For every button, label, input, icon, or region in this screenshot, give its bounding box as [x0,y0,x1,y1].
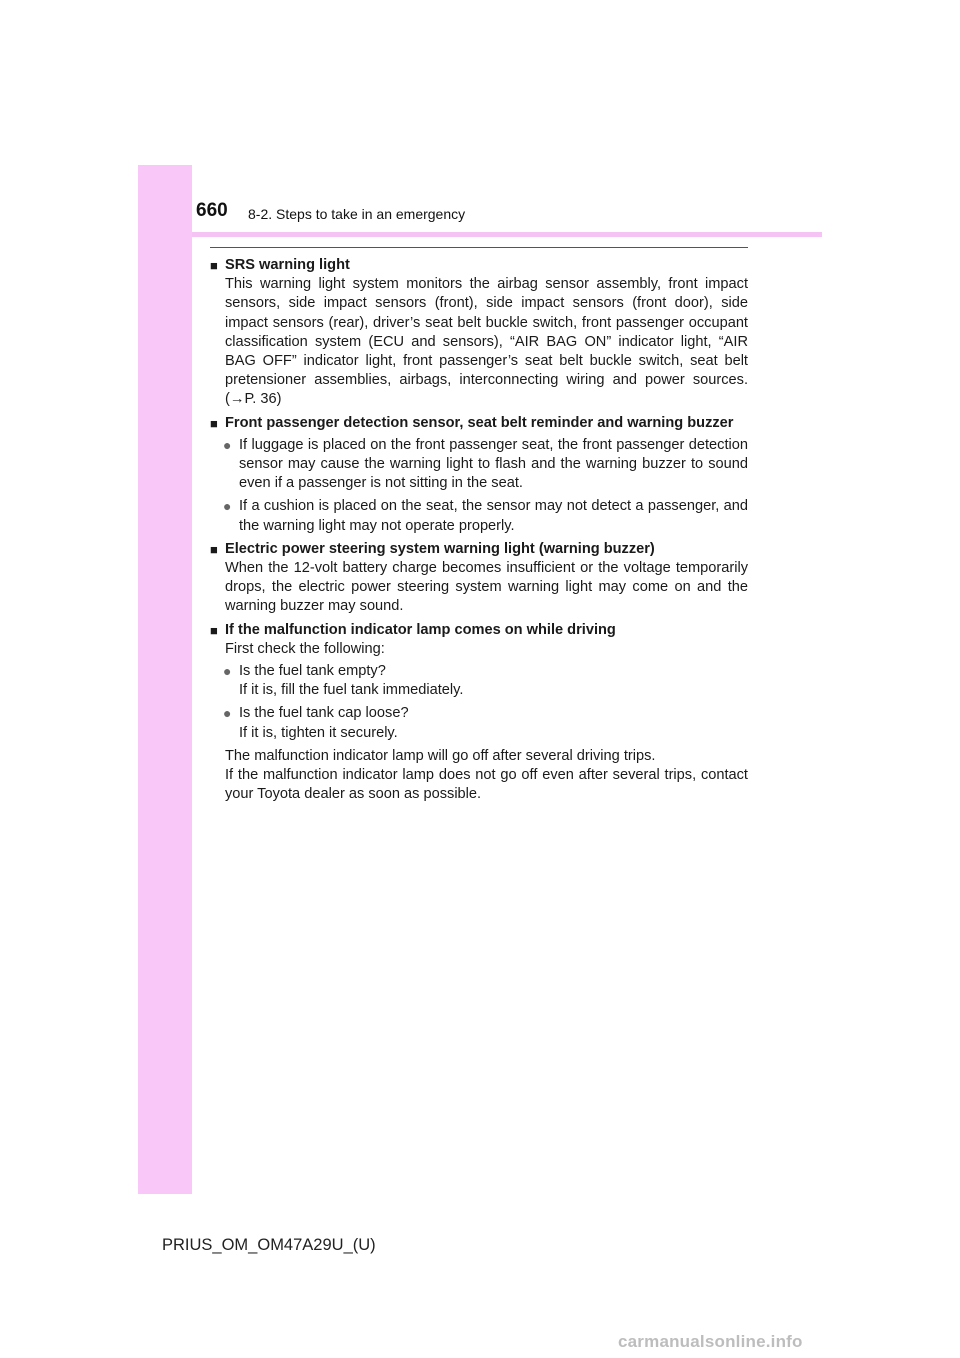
list-item-answer: If it is, tighten it securely. [239,724,398,741]
side-color-band [138,165,192,1194]
section-heading-text: Electric power steering system warning light (warning buzzer) [225,540,655,557]
section-heading [210,621,748,640]
section-title: 8-2. Steps to take in an emergency [248,206,466,222]
page-content [210,256,748,808]
list-item [210,704,748,742]
list-item [210,497,748,535]
list-item [210,436,748,494]
section-marker-icon: ■ [210,415,218,431]
section-marker-icon: ■ [210,541,218,557]
section-outro: If the malfunction indicator lamp does not go off even after several trips, contact your Toyota dealer as soon as possible. [225,767,748,803]
section-outro: The malfunction indicator lamp will go off after several driving trips. [225,747,656,764]
list-item-question: Is the fuel tank empty? [239,663,386,680]
bullet-icon: ● [223,436,232,453]
passenger-sensor-section [210,414,748,536]
list-item-answer: If it is, fill the fuel tank immediately. [239,682,464,699]
header-color-band [192,232,822,237]
bullet-icon: ● [223,498,232,515]
srs-section [210,256,748,410]
section-heading [210,414,748,433]
list-item-text: If luggage is placed on the front passenger seat, the front passenger detection sensor may cause the warning light to flash and the warning buzzer to sound even if a passenger is not sitting in the seat. [239,436,748,492]
section-marker-icon: ■ [210,258,218,273]
watermark: carmanualsonline.info [618,1332,803,1351]
list-item [210,662,748,700]
eps-section [210,540,748,617]
section-body: When the 12-volt battery charge becomes insufficient or the voltage temporarily drops, the electric power steering system warning light may come on and the warning buzzer may sound. [225,560,748,615]
section-heading [210,540,748,559]
document-code: PRIUS_OM_OM47A29U_(U) [162,1236,376,1254]
section-heading [210,256,748,275]
section-marker-icon: ■ [210,622,218,638]
page-number: 660 [196,200,228,221]
section-heading-text: If the malfunction indicator lamp comes on while driving [225,621,616,638]
section-intro: First check the following: [225,640,385,657]
mil-section [210,621,748,805]
section-body: This warning light system monitors the airbag sensor assembly, front impact sensors, side impact sensors (front), side impact sensors (front door), side impact sensors (rear), driver’s seat belt buckle switch, front passenger occupant classification system (ECU and sensors), “AIR BAG ON” indicator light, “AIR BAG OFF” indicator light, front passenger’s seat belt buckle switch, seat belt pretensioner assemblies, airbags, interconnecting wiring and power sources. (→P. 36) [225,276,748,408]
list-item-question: Is the fuel tank cap loose? [239,705,409,722]
section-heading-text: Front passenger detection sensor, seat belt reminder and warning buzzer [225,414,734,431]
section-heading-text: SRS warning light [225,257,350,273]
bullet-icon: ● [223,663,232,680]
list-item-text: If a cushion is placed on the seat, the sensor may not detect a passenger, and the warning light may not operate properly. [239,498,748,534]
bullet-icon: ● [223,705,232,722]
header-rule [210,247,748,248]
